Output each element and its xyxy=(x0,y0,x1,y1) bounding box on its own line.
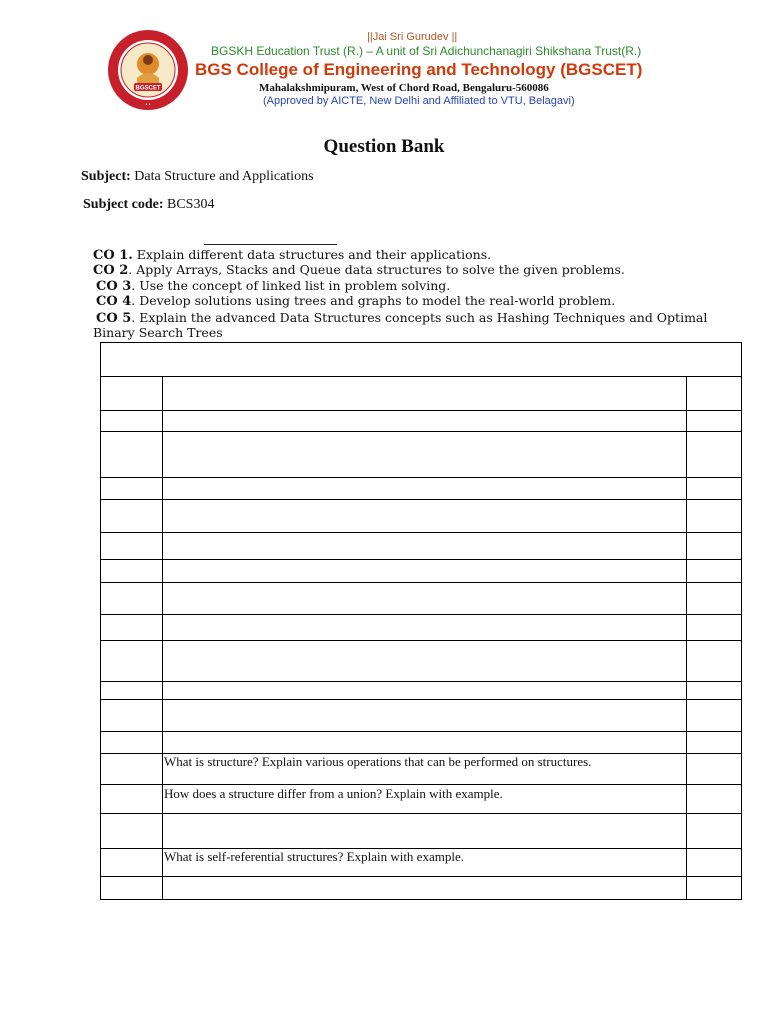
table-row-line xyxy=(101,784,741,785)
table-row-line xyxy=(101,410,741,411)
co-label: CO 2 xyxy=(93,263,129,278)
subject-code-value: BCS304 xyxy=(167,197,215,212)
table-column-line xyxy=(162,376,163,899)
subject-line xyxy=(81,169,314,185)
table-row-line xyxy=(101,813,741,814)
co-label: CO 4 xyxy=(96,294,132,309)
co-text: . Explain the advanced Data Structures concepts such as Hashing Techniques and Optimal xyxy=(131,310,708,325)
co-label: CO 3 xyxy=(96,279,132,294)
co-text: . Develop solutions using trees and graphs to model the real-world problem. xyxy=(131,293,616,308)
table-row-line xyxy=(101,731,741,732)
question-text: How does a structure differ from a union? Explain with example. xyxy=(164,786,503,801)
table-row-line xyxy=(101,477,741,478)
course-outcome-2 xyxy=(93,262,625,278)
table-row-line xyxy=(101,431,741,432)
table-column-line xyxy=(686,376,687,899)
header-college-name: BGS College of Engineering and Technology (BGSCET) xyxy=(195,60,643,79)
table-row-line xyxy=(101,499,741,500)
co-text: . Use the concept of linked list in problem solving. xyxy=(131,278,451,293)
question-text: What is structure? Explain various operations that can be performed on structures. xyxy=(164,754,592,769)
table-row-line xyxy=(101,376,741,377)
svg-text:BGSCET: BGSCET xyxy=(135,85,161,92)
table-row-line xyxy=(101,640,741,641)
subject-value: Data Structure and Applications xyxy=(134,169,314,184)
header-motto: ||Jai Sri Gurudev || xyxy=(367,31,458,43)
underline-divider xyxy=(204,244,337,245)
header-address: Mahalakshmipuram, West of Chord Road, Bengaluru-560086 xyxy=(259,82,549,94)
question-text: What is self-referential structures? Explain with example. xyxy=(164,849,464,864)
course-outcome-1 xyxy=(93,247,491,263)
header-trust-line: BGSKH Education Trust (R.) – A unit of Sri Adichunchanagiri Shikshana Trust(R.) xyxy=(211,44,642,58)
college-logo xyxy=(106,28,190,112)
co-label: CO 1. xyxy=(93,248,133,263)
course-outcome-5-continuation: Binary Search Trees xyxy=(93,325,223,340)
header-approval: (Approved by AICTE, New Delhi and Affiliated to VTU, Belagavi) xyxy=(263,95,575,107)
course-outcome-4 xyxy=(96,293,615,309)
table-row-line xyxy=(101,532,741,533)
subject-code-label: Subject code: xyxy=(83,197,164,212)
co-text: Explain different data structures and their applications. xyxy=(132,247,492,262)
co-text: . Apply Arrays, Stacks and Queue data structures to solve the given problems. xyxy=(128,262,625,277)
table-row-line xyxy=(101,614,741,615)
table-row-line xyxy=(101,681,741,682)
course-outcome-5 xyxy=(96,310,707,326)
question-table xyxy=(100,342,742,900)
document-title: Question Bank xyxy=(323,136,445,157)
table-row-line xyxy=(101,559,741,560)
course-outcome-3 xyxy=(96,278,450,294)
subject-code-line xyxy=(83,197,214,213)
co-label: CO 5 xyxy=(96,311,132,326)
svg-text:• •: • • xyxy=(145,102,151,108)
table-row-line xyxy=(101,699,741,700)
subject-label: Subject: xyxy=(81,169,131,184)
table-row-line xyxy=(101,876,741,877)
table-row-line xyxy=(101,582,741,583)
